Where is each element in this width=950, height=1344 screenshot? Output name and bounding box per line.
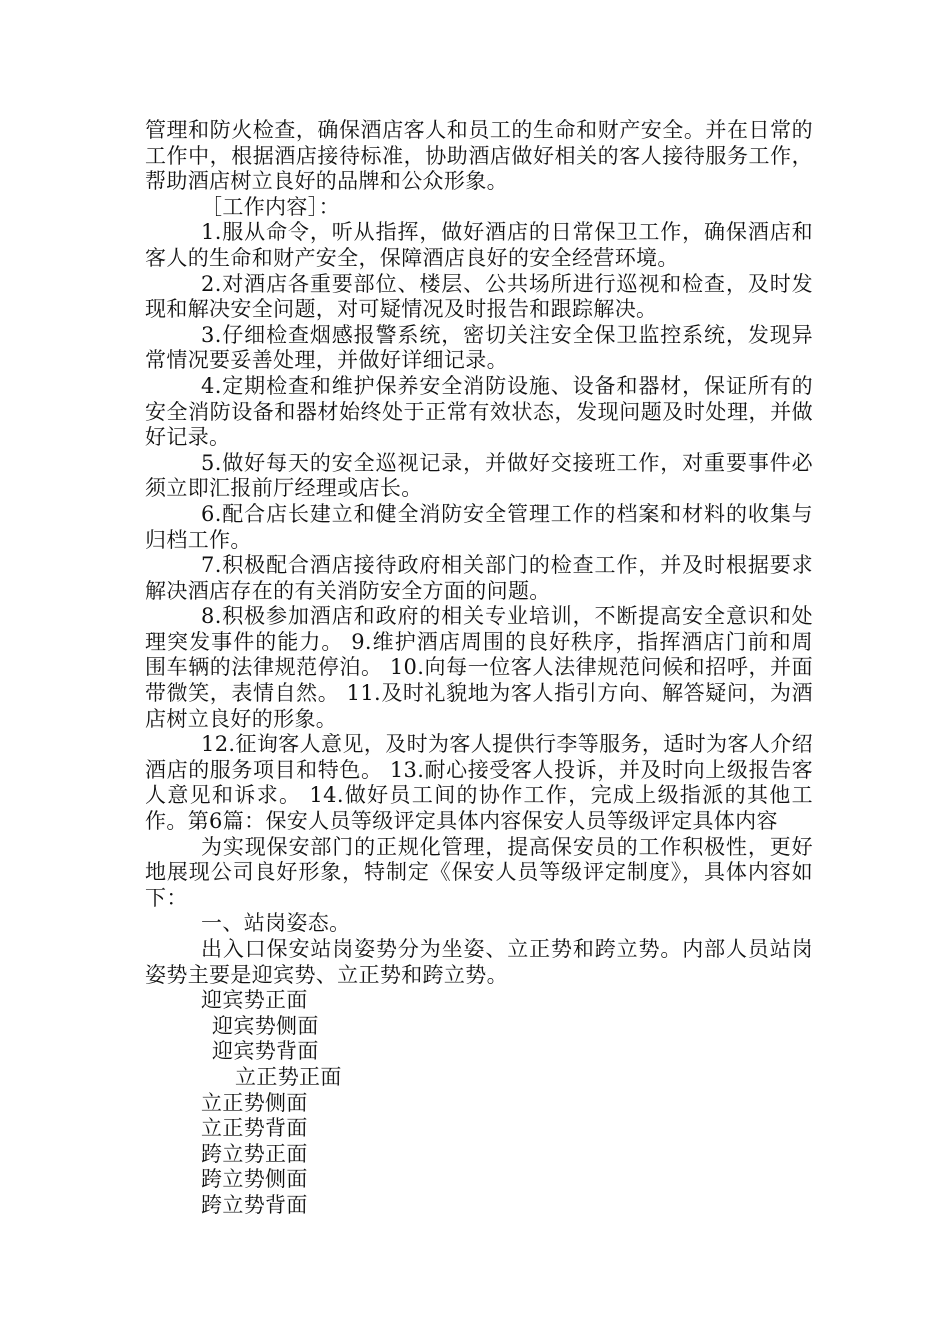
figure-caption: 立正势背面: [201, 1116, 308, 1141]
list-item: 7.积极配合酒店接待政府相关部门的检查工作，并及时根据要求解决酒店存在的有关消防安全方面的问题。: [145, 553, 813, 603]
list-item: 6.配合店长建立和健全消防安全管理工作的档案和材料的收集与归档工作。: [145, 501, 813, 552]
list-item: 12.征询客人意见，及时为客人提供行李等服务，适时为客人介绍酒店的服务项目和特色。 13.耐心接受客人投诉，并及时向上级报告客人意见和诉求。 14.做好员工间的协作工作，完成上级指派的其他工作。第6篇：保安人员等级评定具体内容保安人员等级评定具体内容: [145, 732, 813, 834]
figure-caption: 跨立势侧面: [201, 1167, 308, 1192]
body-paragraph: 出入口保安站岗姿势分为坐姿、立正势和跨立势。内部人员站岗姿势主要是迎宾势、立正势和跨立势。: [145, 937, 813, 987]
figure-caption: 跨立势正面: [201, 1141, 308, 1166]
figure-caption: 立正势正面: [235, 1064, 342, 1089]
list-item: 5.做好每天的安全巡视记录，并做好交接班工作，对重要事件必须立即汇报前厅经理或店长。: [145, 450, 813, 501]
body-paragraph: 为实现保安部门的正规化管理，提高保安员的工作积极性，更好地展现公司良好形象，特制定《保安人员等级评定制度》，具体内容如下：: [145, 834, 813, 910]
figure-caption: 迎宾势侧面: [212, 1013, 319, 1038]
section-heading-posture: 一、站岗姿态。: [201, 911, 351, 936]
list-item: 4.定期检查和维护保养安全消防设施、设备和器材，保证所有的安全消防设备和器材始终处于正常有效状态，发现问题及时处理，并做好记录。: [145, 373, 813, 450]
figure-caption: 跨立势背面: [201, 1192, 308, 1217]
list-item: 3.仔细检查烟感报警系统，密切关注安全保卫监控系统，发现异常情况要妥善处理，并做好详细记录。: [145, 322, 813, 373]
list-item: 8.积极参加酒店和政府的相关专业培训，不断提高安全意识和处理突发事件的能力。 9.维护酒店周围的良好秩序，指挥酒店门前和周围车辆的法律规范停泊。 10.向每一位客人法律规范问候和招呼，并面带微笑，表情自然。 11.及时礼貌地为客人指引方向、解答疑问，为酒店树立良好的形象。: [145, 604, 813, 731]
intro-paragraph: 管理和防火检查，确保酒店客人和员工的生命和财产安全。并在日常的工作中，根据酒店接待标准，协助酒店做好相关的客人接待服务工作，帮助酒店树立良好的品牌和公众形象。: [145, 118, 813, 194]
section-heading-work-content: ［工作内容］：: [201, 194, 340, 219]
document-page: [145, 118, 813, 1219]
list-item: 2.对酒店各重要部位、楼层、公共场所进行巡视和检查，及时发现和解决安全问题，对可疑情况及时报告和跟踪解决。: [145, 271, 813, 322]
list-item: 1.服从命令，听从指挥，做好酒店的日常保卫工作，确保酒店和客人的生命和财产安全，保障酒店良好的安全经营环境。: [145, 220, 813, 270]
figure-caption: 迎宾势正面: [201, 988, 308, 1013]
figure-caption: 立正势侧面: [201, 1090, 308, 1115]
figure-caption: 迎宾势背面: [212, 1039, 319, 1064]
